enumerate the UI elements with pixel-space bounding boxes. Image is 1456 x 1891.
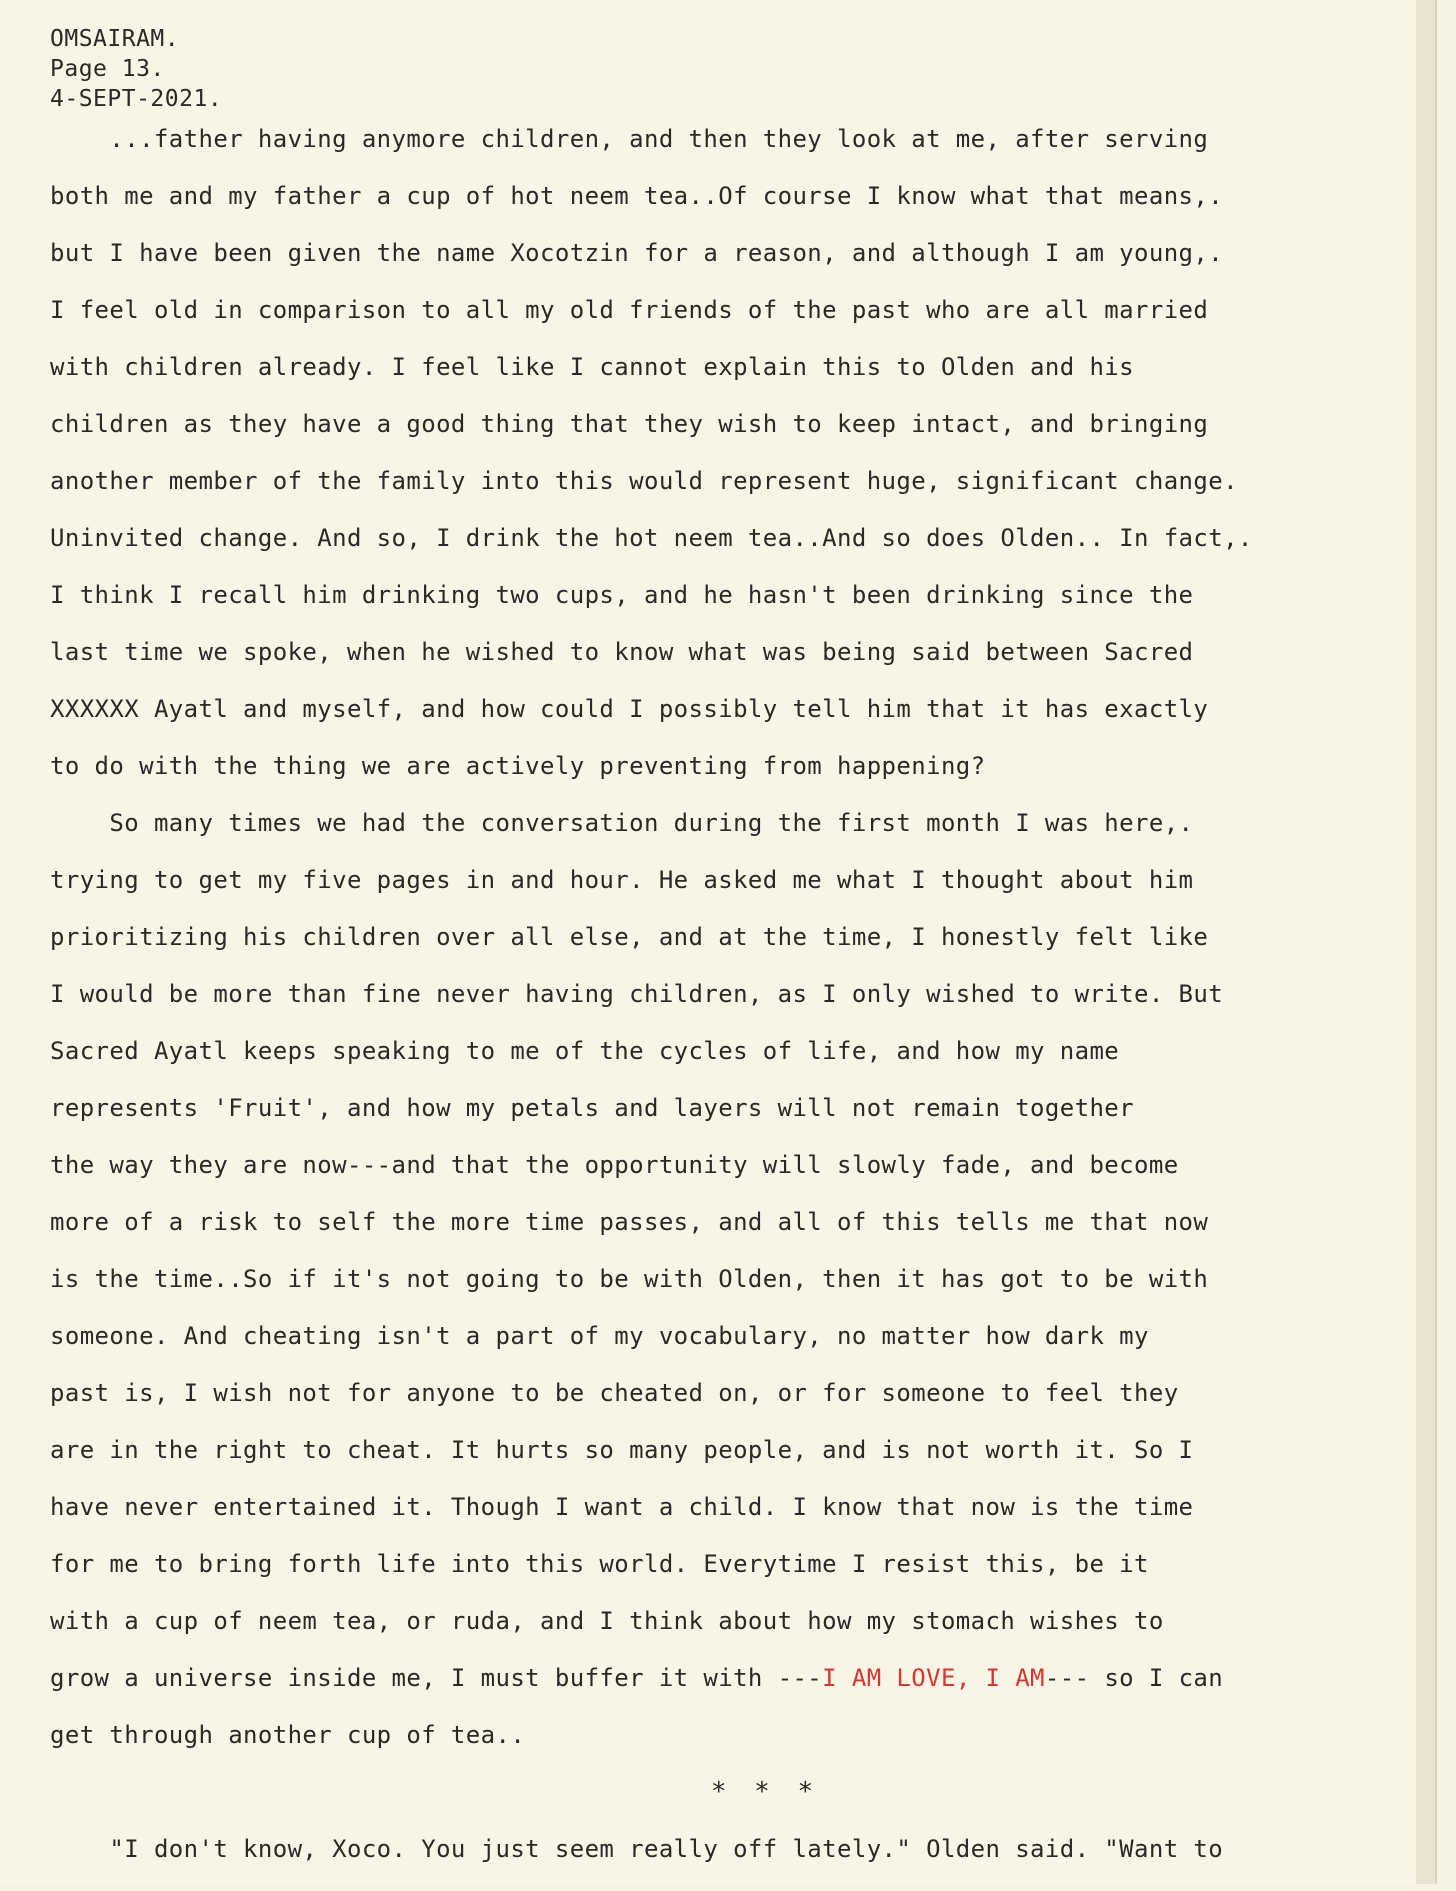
text-line: I feel old in comparison to all my old friends of the past who are all married <box>50 296 1209 324</box>
text-line: trying to get my five pages in and hour. He asked me what I thought about him <box>50 866 1194 894</box>
page-body <box>50 124 1420 1891</box>
text-line: another member of the family into this would represent huge, significant change. <box>50 467 1238 495</box>
text-line-with-red <box>50 1663 1420 1720</box>
text-line: with children already. I feel like I cannot explain this to Olden and his <box>50 353 1134 381</box>
text-line: someone. And cheating isn't a part of my vocabulary, no matter how dark my <box>50 1322 1149 1350</box>
red-affirmation: I AM LOVE, I AM <box>822 1664 1045 1692</box>
text-line: the way they are now---and that the opportunity will slowly fade, and become <box>50 1151 1179 1179</box>
text-line: prioritizing his children over all else, and at the time, I honestly felt like <box>50 923 1209 951</box>
page-date: 4-SEPT-2021. <box>50 86 223 112</box>
header-title: OMSAIRAM. <box>50 26 180 52</box>
text-line: represents 'Fruit', and how my petals and layers will not remain together <box>50 1094 1134 1122</box>
closing-line: "I don't know, Xoco. You just seem really off lately." Olden said. "Want to <box>50 1835 1224 1863</box>
text-line: Uninvited change. And so, I drink the hot neem tea..And so does Olden.. In fact,. <box>50 524 1253 552</box>
text-line: have never entertained it. Though I want a child. I know that now is the time <box>50 1493 1194 1521</box>
red-line-after: --- so I can <box>1044 1664 1224 1692</box>
text-line: with a cup of neem tea, or ruda, and I think about how my stomach wishes to <box>50 1607 1164 1635</box>
text-line: children as they have a good thing that they wish to keep intact, and bringing <box>50 410 1209 438</box>
page-number: Page 13. <box>50 56 165 82</box>
text-line: are in the right to cheat. It hurts so many people, and is not worth it. So I <box>50 1436 1194 1464</box>
text-line: to do with the thing we are actively preventing from happening? <box>50 752 986 780</box>
text-line: ...father having anymore children, and then they look at me, after serving <box>50 125 1209 153</box>
text-line: Sacred Ayatl keeps speaking to me of the cycles of life, and how my name <box>50 1037 1120 1065</box>
red-line-before: grow a universe inside me, I must buffer it with --- <box>50 1664 823 1692</box>
text-line: both me and my father a cup of hot neem tea..Of course I know what that means,. <box>50 182 1224 210</box>
text-line: last time we spoke, when he wished to know what was being said between Sacred <box>50 638 1194 666</box>
text-line: I think I recall him drinking two cups, and he hasn't been drinking since the <box>50 581 1194 609</box>
text-line: So many times we had the conversation during the first month I was here,. <box>50 809 1194 837</box>
text-line: for me to bring forth life into this world. Everytime I resist this, be it <box>50 1550 1149 1578</box>
section-separator: * * * <box>710 1777 820 1807</box>
text-line: get through another cup of tea.. <box>50 1721 526 1749</box>
text-line: past is, I wish not for anyone to be cheated on, or for someone to feel they <box>50 1379 1179 1407</box>
text-line: more of a risk to self the more time passes, and all of this tells me that now <box>50 1208 1209 1236</box>
text-line: XXXXXX Ayatl and myself, and how could I possibly tell him that it has exactly <box>50 695 1209 723</box>
page-header <box>50 24 222 114</box>
text-line: is the time..So if it's not going to be with Olden, then it has got to be with <box>50 1265 1209 1293</box>
text-line: I would be more than fine never having children, as I only wished to write. But <box>50 980 1224 1008</box>
text-line: but I have been given the name Xocotzin for a reason, and although I am young,. <box>50 239 1224 267</box>
